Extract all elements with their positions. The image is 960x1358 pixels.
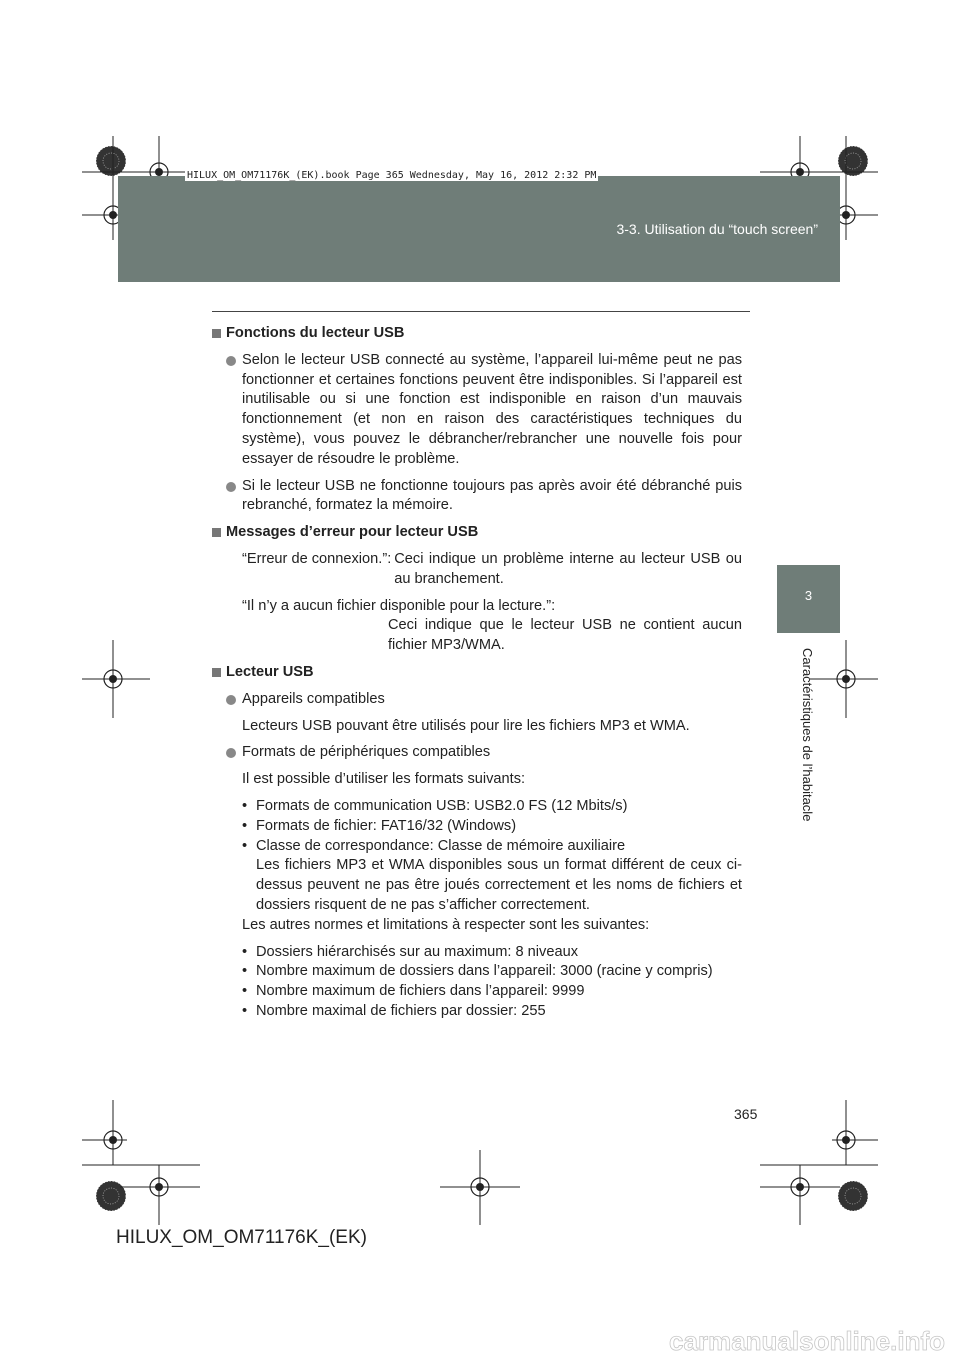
list-item: • Dossiers hiérarchisés sur au maximum: 8 niveaux	[242, 943, 742, 963]
page-number: 365	[734, 1106, 758, 1122]
list-item: • Formats de fichier: FAT16/32 (Windows)	[242, 817, 742, 837]
paragraph: Lecteurs USB pouvant être utilisés pour lire les fichiers MP3 et WMA.	[242, 717, 690, 734]
list-bullet: •	[242, 983, 248, 1000]
watermark-text: carmanualsonline.info	[669, 1326, 945, 1356]
paragraph: Les autres normes et limitations à respecter sont les suivantes:	[242, 916, 650, 933]
error-message-value: Ceci indique un problème interne au lecteur USB ou au branchement.	[394, 550, 742, 587]
list-item: • Nombre maximum de fichiers dans l’appareil: 9999	[242, 982, 742, 1002]
list-item: • Nombre maximal de fichiers par dossier: 255	[242, 1002, 742, 1022]
bullet-item: Selon le lecteur USB connecté au système, l’appareil lui-même peut ne pas fonctionner et certaines fonctions peuvent être indisponibles. Si l’appareil est inutilisable ou si une fonction est indisponible en raison d’un mauvais fonctionnement (et non en raison des caractéristiques techniques du système), vous pouvez le débrancher/rebrancher une nouvelle fois pour essayer de résoudre le problème.	[212, 351, 742, 470]
section-header-title: 3-3. Utilisation du “touch screen”	[616, 221, 818, 237]
chapter-number: 3	[804, 588, 813, 603]
list-bullet: •	[242, 797, 248, 814]
error-message-key: “Erreur de connexion.”:	[242, 550, 392, 567]
list-bullet: •	[242, 963, 248, 980]
list-item: • Formats de communication USB: USB2.0 FS (12 Mbits/s)	[242, 797, 742, 817]
list-bullet: •	[242, 943, 248, 960]
section-heading-error-messages: Messages d’erreur pour lecteur USB	[212, 523, 742, 543]
file-stamp: HILUX_OM_OM71176K_(EK).book Page 365 Wednesday, May 16, 2012 2:32 PM	[187, 170, 597, 181]
bullet-item: Appareils compatibles	[212, 690, 742, 710]
list-bullet: •	[242, 837, 248, 854]
list-bullet: •	[242, 817, 248, 834]
footer-document-code: HILUX_OM_OM71176K_(EK)	[116, 1227, 367, 1248]
error-message-key: “Il n’y a aucun fichier disponible pour la lecture.”:	[242, 597, 556, 614]
bullet-item: Formats de périphériques compatibles	[212, 743, 742, 763]
section-heading-usb-reader: Lecteur USB	[212, 663, 742, 683]
list-bullet: •	[242, 1002, 248, 1019]
section-heading-usb-functions: Fonctions du lecteur USB	[212, 324, 742, 344]
bullet-item: Si le lecteur USB ne fonctionne toujours pas après avoir été débranché puis rebranché, formatez la mémoire.	[212, 477, 742, 517]
paragraph: Il est possible d’utiliser les formats suivants:	[242, 771, 526, 788]
list-item: • Classe de correspondance: Classe de mémoire auxiliaire Les fichiers MP3 et WMA disponibles sous un format différent de ceux ci-dessus peuvent ne pas être joués correctement et les noms de fichiers et dossiers risquent de ne pas s’afficher correctement.	[242, 837, 742, 916]
chapter-label: Caractéristiques de l’habitacle	[800, 648, 815, 822]
list-item: • Nombre maximum de dossiers dans l’appareil: 3000 (racine y compris)	[242, 962, 742, 982]
format-note: Les fichiers MP3 et WMA disponibles sous un format différent de ceux ci-dessus peuvent ne pas être joués correctement et les noms de fichiers et dossiers risquent de ne pas s’afficher correctement.	[256, 857, 742, 913]
error-message-value: Ceci indique que le lecteur USB ne contient aucun fichier MP3/WMA.	[388, 617, 742, 654]
